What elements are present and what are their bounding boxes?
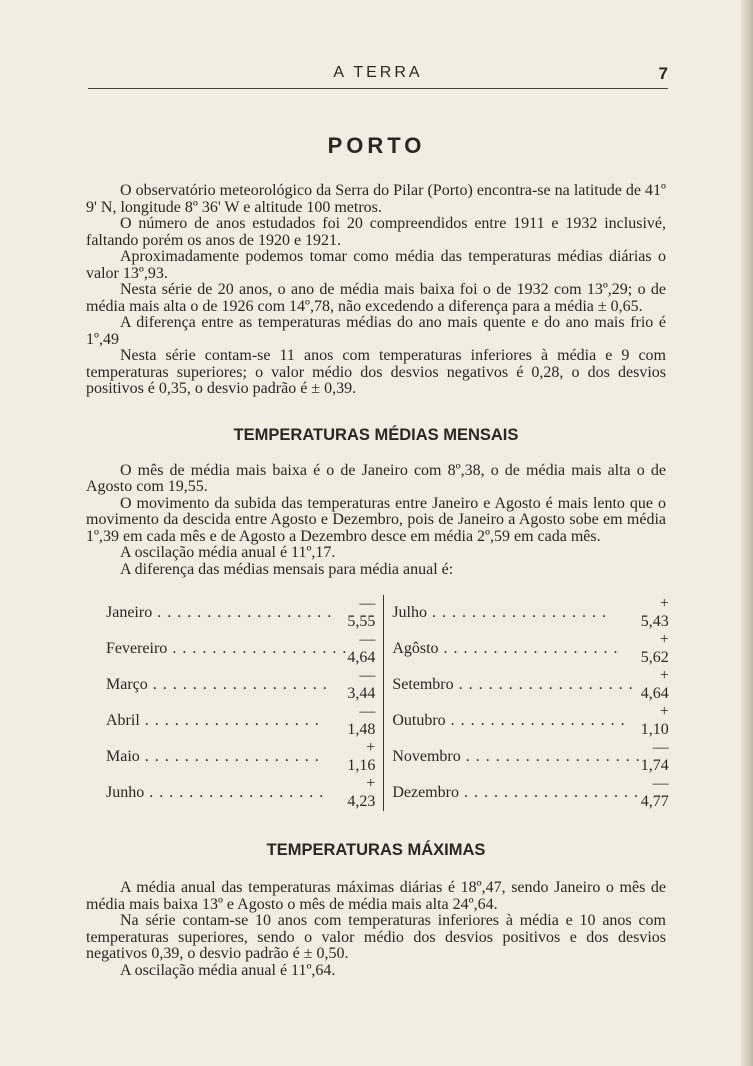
table-row (106, 703, 669, 739)
table-cell-value: — 5,55 (347, 595, 384, 631)
paragraph: A diferença entre as temperaturas médias do ano mais quente e do ano mais frio é 1º,49 (86, 314, 666, 348)
table-cell-value: + 4,23 (347, 775, 384, 811)
table-cell-month: Agôsto . . . (384, 631, 641, 667)
table-cell-value: — 4,77 (640, 775, 669, 810)
table-cell-value: — 1,74 (640, 739, 669, 774)
paragraph: Nesta série de 20 anos, o ano de média mais baixa foi o de 1932 com 13º,29; o de média mais alta o de 1926 com 14º,78, não excedendo a diferença para a média ± 0,65. (86, 281, 666, 315)
table-row (106, 595, 669, 631)
table-cell-month: Junho . . . (106, 775, 347, 811)
page-number: 7 (658, 64, 668, 83)
paragraph: A oscilação média anual é 11º,17. (120, 544, 336, 561)
paragraph: O mês de média mais baixa é o de Janeiro com 8º,38, o de média mais alta o de Agosto com 19,55. (86, 461, 666, 495)
table-cell-value: + 1,10 (640, 703, 669, 738)
page-header (88, 62, 668, 89)
section-title-max: TEMPERATURAS MÁXIMAS (266, 841, 486, 859)
table-cell-month: Maio . . . (106, 739, 347, 775)
paragraph: A média anual das temperaturas máximas diárias é 18º,47, sendo Janeiro o mês de média mais baixa 13º e Agosto o mês de média mais alta 24º,64. (86, 879, 666, 913)
paragraph: A diferença das médias mensais para média anual é: (120, 560, 454, 578)
paragraph: O observatório meteorológico da Serra do Pilar (Porto) encontra-se na latitude de 41º 9' N, longitude 8º 36' W e altitude 100 metros. (86, 182, 666, 216)
table-cell-value: + 1,16 (347, 739, 384, 775)
table-row (106, 667, 669, 703)
table-cell-month: Dezembro . . . (384, 775, 641, 811)
paragraph: Nesta série contam-se 11 anos com temperaturas inferiores à média e 9 com temperaturas superiores; o valor médio dos desvios negativos é 0,28, o dos desvios positivos é 0,35, o desvio padrão é ± 0,39. (86, 347, 666, 397)
table-row (106, 631, 669, 667)
table-cell-value: + 4,64 (640, 667, 669, 702)
table-cell-month: Julho . . . (384, 595, 641, 631)
table-cell-month: Setembro . . . (384, 667, 641, 703)
paragraph: Aproximadamente podemos tomar como média das temperaturas médias diárias o valor 13º,93. (86, 248, 666, 282)
table-cell-month: Janeiro . . . (106, 595, 347, 631)
paragraph: Na série contam-se 10 anos com temperaturas inferiores à média e 10 anos com temperaturas superiores, sendo o valor médio dos desvios positivos e dos desvios negativos 0,39, o desvio padrão é ± 0,50. (86, 912, 666, 962)
table-cell-value: — 3,44 (347, 667, 384, 703)
page-edge (741, 0, 753, 1066)
running-title: A TERRA (333, 64, 423, 81)
monthly-deviation-table (106, 595, 669, 811)
table-cell-month: Março . . . (106, 667, 347, 703)
table-cell-month: Outubro . . . (384, 703, 641, 739)
table-cell-month: Novembro . . . (384, 739, 641, 775)
table-cell-value: — 4,64 (347, 631, 384, 667)
paragraph: O número de anos estudados foi 20 compreendidos entre 1911 e 1932 inclusivé, faltando porém os anos de 1920 e 1921. (86, 215, 666, 249)
paragraph: O movimento da subida das temperaturas entre Janeiro e Agosto é mais lento que o movimento da descida entre Agosto e Dezembro, pois de Janeiro a Agosto sobe em média 1º,39 em cada mês e de Agosto a Dezembro desce em média 2º,59 em cada mês. (86, 494, 666, 545)
table-cell-value: — 1,48 (347, 703, 384, 739)
table-row (106, 739, 669, 775)
page-body (86, 182, 669, 979)
paragraph: A oscilação média anual é 11º,64. (120, 961, 336, 979)
page-title: PORTO (327, 133, 426, 158)
table-cell-month: Fevereiro . . . (106, 631, 347, 667)
table-row (106, 775, 669, 811)
table-cell-month: Abril . . . (106, 703, 347, 739)
section-title-monthly: TEMPERATURAS MÉDIAS MENSAIS (233, 425, 519, 444)
table-cell-value: + 5,43 (640, 595, 669, 630)
table-cell-value: + 5,62 (640, 631, 669, 666)
